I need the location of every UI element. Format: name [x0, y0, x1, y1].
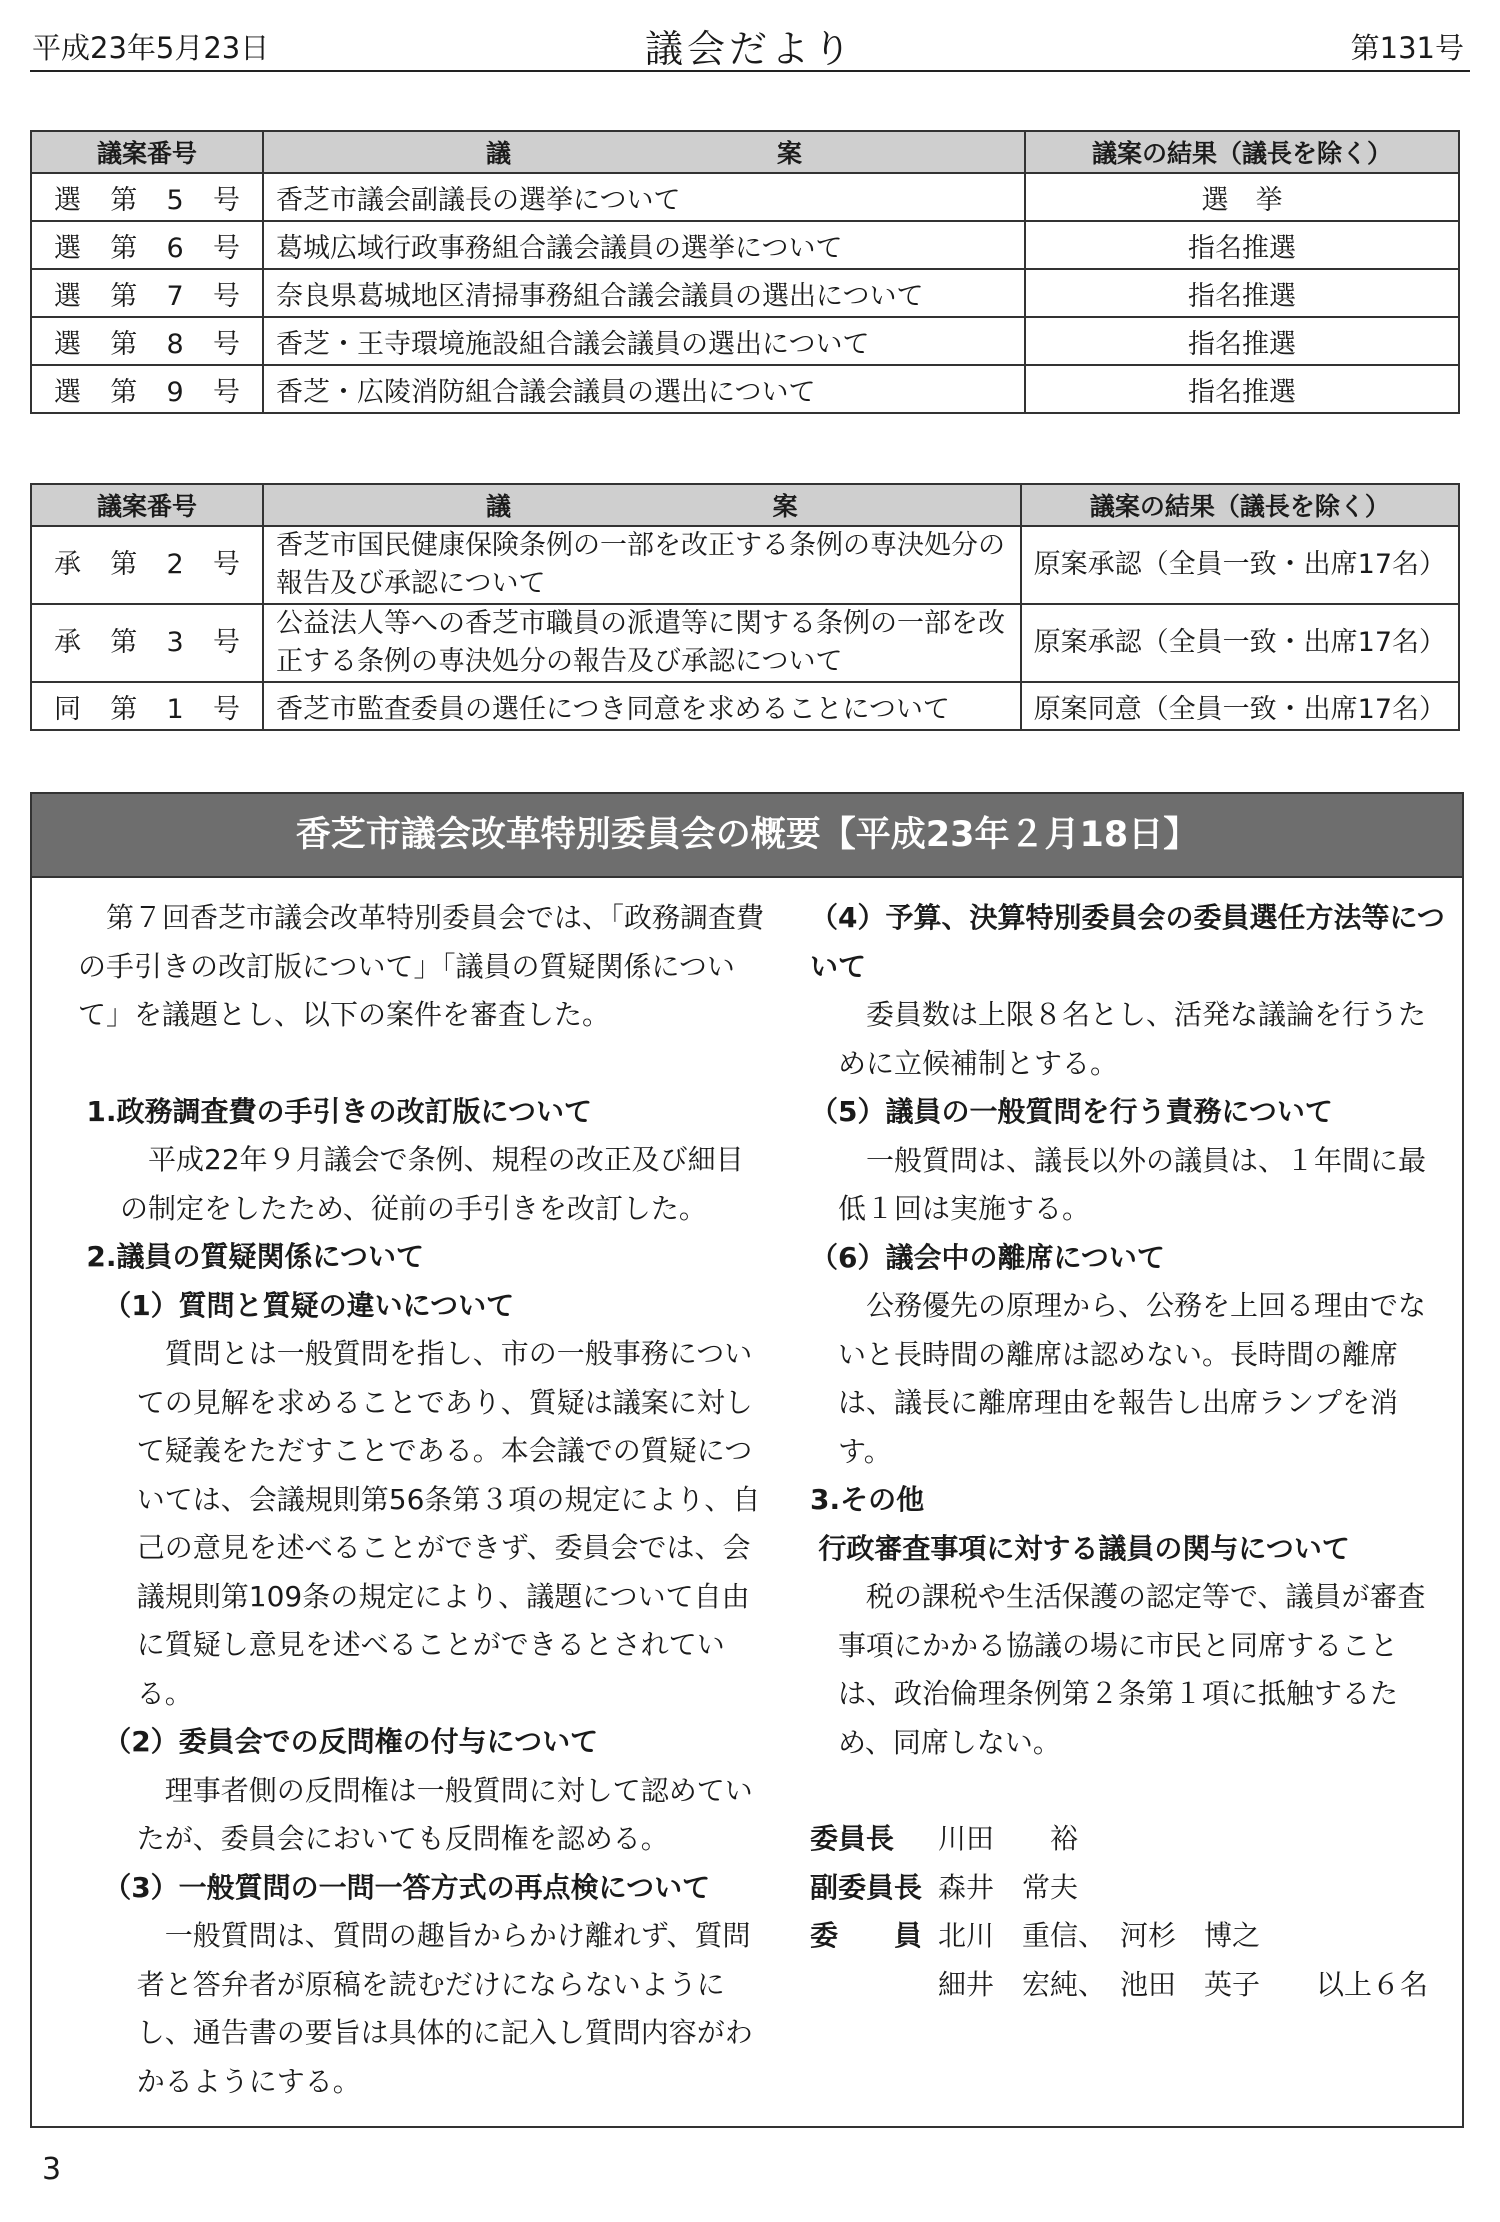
bill-number: 承第2号 [31, 526, 263, 604]
committee-summary-section [30, 792, 1464, 2128]
item1-body: 平成22年９月議会で条例、規程の改正及び細目の制定をしたため、従前の手引きを改訂した。 [120, 1143, 744, 1225]
column-header-number: 議案番号 [31, 484, 263, 526]
table-row [31, 604, 1459, 682]
sub3-body: 一般質問は、質問の趣旨からかけ離れず、質問者と答弁者が原稿を読むだけにならないようにし、通告書の要旨は具体的に記入し質問内容がわかるようにする。 [136, 1919, 753, 2098]
roster-row [810, 1815, 1450, 1864]
sub5-body: 一般質問は、議長以外の議員は、１年間に最低１回は実施する。 [838, 1143, 1427, 1225]
page-number: 3 [42, 2152, 62, 2187]
issue-date: 平成23年5月23日 [32, 31, 270, 65]
sub1-heading: （1）質問と質疑の違いについて [103, 1288, 515, 1322]
sub3-heading: （3）一般質問の一問一答方式の再点検について [103, 1870, 711, 1904]
table-row [31, 269, 1459, 317]
table-row [31, 365, 1459, 413]
sub1-body: 質問とは一般質問を指し、市の一般事務についての見解を求めることであり、質疑は議案に対して疑義をただすことである。本会議での質疑については、会議規則第56条第３項の規定により、自己の意見を述べることができず、委員会では、会議規則第109条の規定により、議題について自由に質疑し意見を述べることができるとされている。 [136, 1337, 761, 1710]
bill-title: 香芝・王寺環境施設組合議会議員の選出について [263, 317, 1025, 365]
bill-title: 公益法人等への香芝市職員の派遣等に関する条例の一部を改正する条例の専決処分の報告及び承認について [263, 604, 1021, 682]
bill-number: 選第8号 [31, 317, 263, 365]
table-row [31, 317, 1459, 365]
item3-heading: 3.その他 [810, 1483, 925, 1516]
bill-number: 承第3号 [31, 604, 263, 682]
bill-number: 選第6号 [31, 221, 263, 269]
sub6-heading: （6）議会中の離席について [810, 1240, 1165, 1274]
roster-names: 北川 重信、 河杉 博之 [938, 1919, 1261, 1952]
bill-number: 同第1号 [31, 682, 263, 730]
roster-role: 委員長 [810, 1822, 895, 1855]
roster-names: 細井 宏純、 池田 英子 以上６名 [938, 1967, 1429, 2001]
issue-number: 第131号 [1350, 31, 1464, 65]
bill-result: 指名推選 [1025, 221, 1459, 269]
item2-heading: 2.議員の質疑関係について [86, 1240, 424, 1273]
sub5-heading: （5）議員の一般質問を行う責務について [810, 1095, 1333, 1128]
column-header-title: 議 案 [263, 484, 1021, 526]
bill-number: 選第9号 [31, 365, 263, 413]
header-rule [30, 70, 1470, 72]
right-column [810, 894, 1450, 2009]
column-header-number: 議案番号 [31, 131, 263, 173]
column-header-result: 議案の結果（議長を除く） [1021, 484, 1459, 526]
bill-title: 香芝市国民健康保険条例の一部を改正する条例の専決処分の報告及び承認について [263, 526, 1021, 604]
item3-subheading: 行政審査事項に対する議員の関与について [818, 1531, 1350, 1565]
bill-number: 選第7号 [31, 269, 263, 317]
roster-row [810, 1864, 1450, 1913]
sub4-heading: （4）予算、決算特別委員会の委員選任方法等について [810, 901, 1445, 983]
bill-title: 葛城広域行政事務組合議会議員の選挙について [263, 221, 1025, 269]
roster-role: 委 員 [810, 1919, 923, 1952]
roster-row [810, 1961, 1450, 2010]
item1-heading: 1.政務調査費の手引きの改訂版について [86, 1094, 592, 1128]
election-bills-table [30, 130, 1460, 414]
roster-role: 副委員長 [810, 1870, 923, 1904]
bill-number: 選第5号 [31, 173, 263, 221]
item3-body: 税の課税や生活保護の認定等で、議員が審査事項にかかる協議の場に市民と同席することは、政治倫理条例第２条第１項に抵触するため、同席しない。 [838, 1580, 1426, 1759]
table-row [31, 173, 1459, 221]
left-column [64, 894, 764, 2106]
table-row [31, 526, 1459, 604]
bill-result: 指名推選 [1025, 365, 1459, 413]
bill-result: 指名推選 [1025, 269, 1459, 317]
column-header-result: 議案の結果（議長を除く） [1025, 131, 1459, 173]
section-banner-title: 香芝市議会改革特別委員会の概要【平成23年２月18日】 [32, 794, 1462, 878]
roster-names: 森井 常夫 [938, 1870, 1079, 1904]
bill-title: 香芝市議会副議長の選挙について [263, 173, 1025, 221]
bill-result: 原案承認（全員一致・出席17名） [1021, 526, 1459, 604]
intro-paragraph: 第７回香芝市議会改革特別委員会では、「政務調査費の手引きの改訂版について」「議員の質疑関係について」を議題とし、以下の案件を審査した。 [78, 901, 765, 1031]
committee-roster [810, 1815, 1450, 2009]
table-row [31, 221, 1459, 269]
table-header-row [31, 131, 1459, 173]
sub2-heading: （2）委員会での反問権の付与について [103, 1725, 599, 1758]
table-row [31, 682, 1459, 730]
bill-result: 原案同意（全員一致・出席17名） [1021, 682, 1459, 730]
table-header-row [31, 484, 1459, 526]
bill-title: 香芝・広陵消防組合議会議員の選出について [263, 365, 1025, 413]
bill-title: 香芝市監査委員の選任につき同意を求めることについて [263, 682, 1021, 730]
bill-title: 奈良県葛城地区清掃事務組合議会議員の選出について [263, 269, 1025, 317]
column-header-title: 議 案 [263, 131, 1025, 173]
roster-role [810, 1961, 938, 2010]
bill-result: 選 挙 [1025, 173, 1459, 221]
bill-result: 原案承認（全員一致・出席17名） [1021, 604, 1459, 682]
approval-bills-table [30, 483, 1460, 731]
roster-row [810, 1912, 1450, 1961]
bill-result: 指名推選 [1025, 317, 1459, 365]
sub2-body: 理事者側の反問権は一般質問に対して認めていたが、委員会においても反問権を認める。 [136, 1773, 753, 1855]
sub6-body: 公務優先の原理から、公務を上回る理由でないと長時間の離席は認めない。長時間の離席は、議長に離席理由を報告し出席ランプを消す。 [838, 1289, 1427, 1468]
roster-names: 川田 裕 [938, 1822, 1079, 1855]
sub4-body: 委員数は上限８名とし、活発な議論を行うために立候補制とする。 [838, 998, 1427, 1080]
newsletter-title: 議会だより [644, 27, 855, 71]
